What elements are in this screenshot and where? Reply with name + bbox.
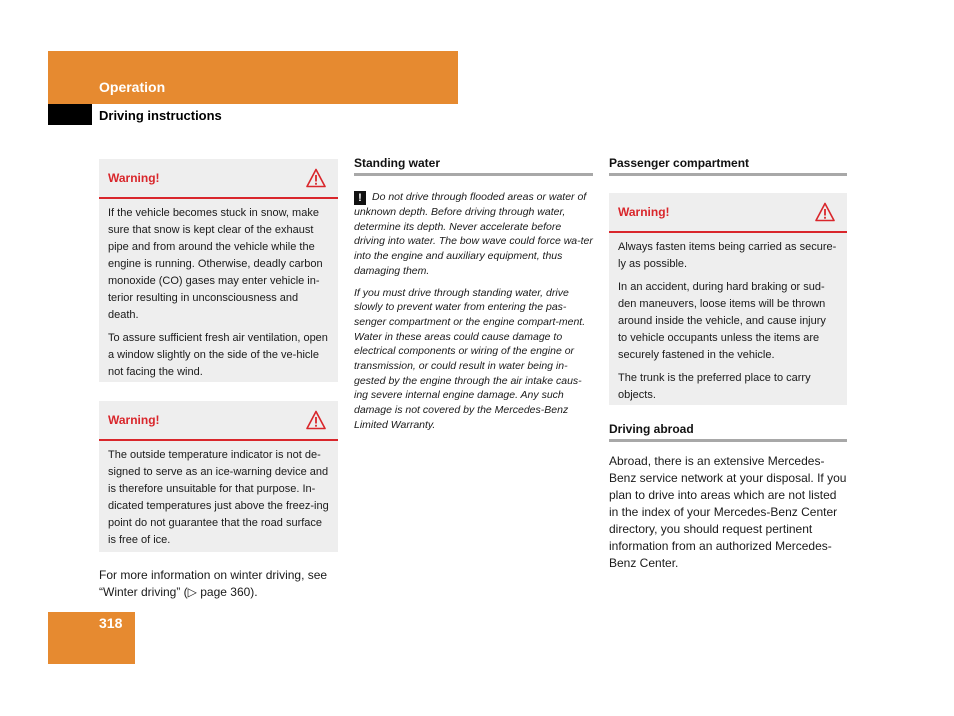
- notice-icon: !: [354, 191, 366, 205]
- page-number: 318: [99, 615, 123, 631]
- warning-label: Warning!: [108, 413, 160, 427]
- standing-water-body: [354, 190, 594, 440]
- warning-text: The outside temperature indicator is not de-signed to serve as an ice-warning device and is therefore unsuitable for that purpose. In-dicated temperatures just above the freez-ing point do not guarantee that the road surface is free of ice.: [108, 449, 329, 546]
- warning-triangle-icon: [306, 410, 326, 430]
- warning-header: [99, 401, 338, 441]
- warning-box-temperature: [99, 401, 338, 552]
- warning-label: Warning!: [618, 205, 670, 219]
- warning-text: If the vehicle becomes stuck in snow, make sure that snow is kept clear of the exhaust pipe and from around the vehicle while the engine is running. Otherwise, deadly carbon monoxide (CO) gases may enter vehicle in-terior resulting in unconsciousness and death.: [108, 207, 323, 321]
- warning-text: Always fasten items being carried as secure-ly as possible.: [618, 241, 837, 270]
- warning-text: To assure sufficient fresh air ventilation, open a window slightly on the side of the ve-hicle not facing the wind.: [108, 332, 328, 378]
- warning-text: The trunk is the preferred place to carry objects.: [618, 372, 811, 401]
- section-title: Operation: [99, 79, 166, 95]
- section-rule: [609, 173, 847, 176]
- section-rule: [354, 173, 593, 176]
- notice-text: Do not drive through flooded areas or water of unknown depth. Before driving through water, determine its depth. Never accelerate before driving into water. The bow wave could force wa-ter into the engine and auxiliary equipment, thus damaging them.: [354, 191, 593, 277]
- header-bar: [48, 51, 458, 104]
- header-marker: [48, 104, 92, 125]
- warning-label: Warning!: [108, 171, 160, 185]
- standing-water-title: Standing water: [354, 156, 441, 170]
- section-rule: [609, 439, 847, 442]
- driving-abroad-title: Driving abroad: [609, 422, 694, 436]
- more-info-text: For more information on winter driving, see “Winter driving” (▷ page 360).: [99, 568, 328, 599]
- subsection-title: Driving instructions: [99, 108, 222, 123]
- warning-triangle-icon: [306, 168, 326, 188]
- warning-header: [609, 193, 847, 233]
- driving-abroad-text: Abroad, there is an extensive Mercedes-Benz service network at your disposal. If you plan to drive into areas which are not listed in the index of your Mercedes-Benz Center directory, you should request pertinent information from an authorized Mercedes-Benz Center.: [609, 454, 847, 570]
- warning-text: In an accident, during hard braking or sud-den maneuvers, loose items will be thrown around inside the vehicle, and cause injury to vehicle occupants unless the items are securely fastened in the vehicle.: [618, 281, 826, 361]
- warning-header: [99, 159, 338, 199]
- standing-water-text: If you must drive through standing water, drive slowly to prevent water from entering the pas-senger compartment or the engine compart-ment. Water in these areas could cause damage to electrical components or wiring of the engine or transmission, or could result in water being in-gested by the engine through the air intake caus-ing severe internal engine damage. Any such damage is not covered by the Mercedes-Benz Limited Warranty.: [354, 286, 586, 431]
- passenger-compartment-title: Passenger compartment: [609, 156, 750, 170]
- warning-triangle-icon: [815, 202, 835, 222]
- warning-box-exhaust: [99, 159, 338, 382]
- warning-box-cargo: [609, 193, 847, 405]
